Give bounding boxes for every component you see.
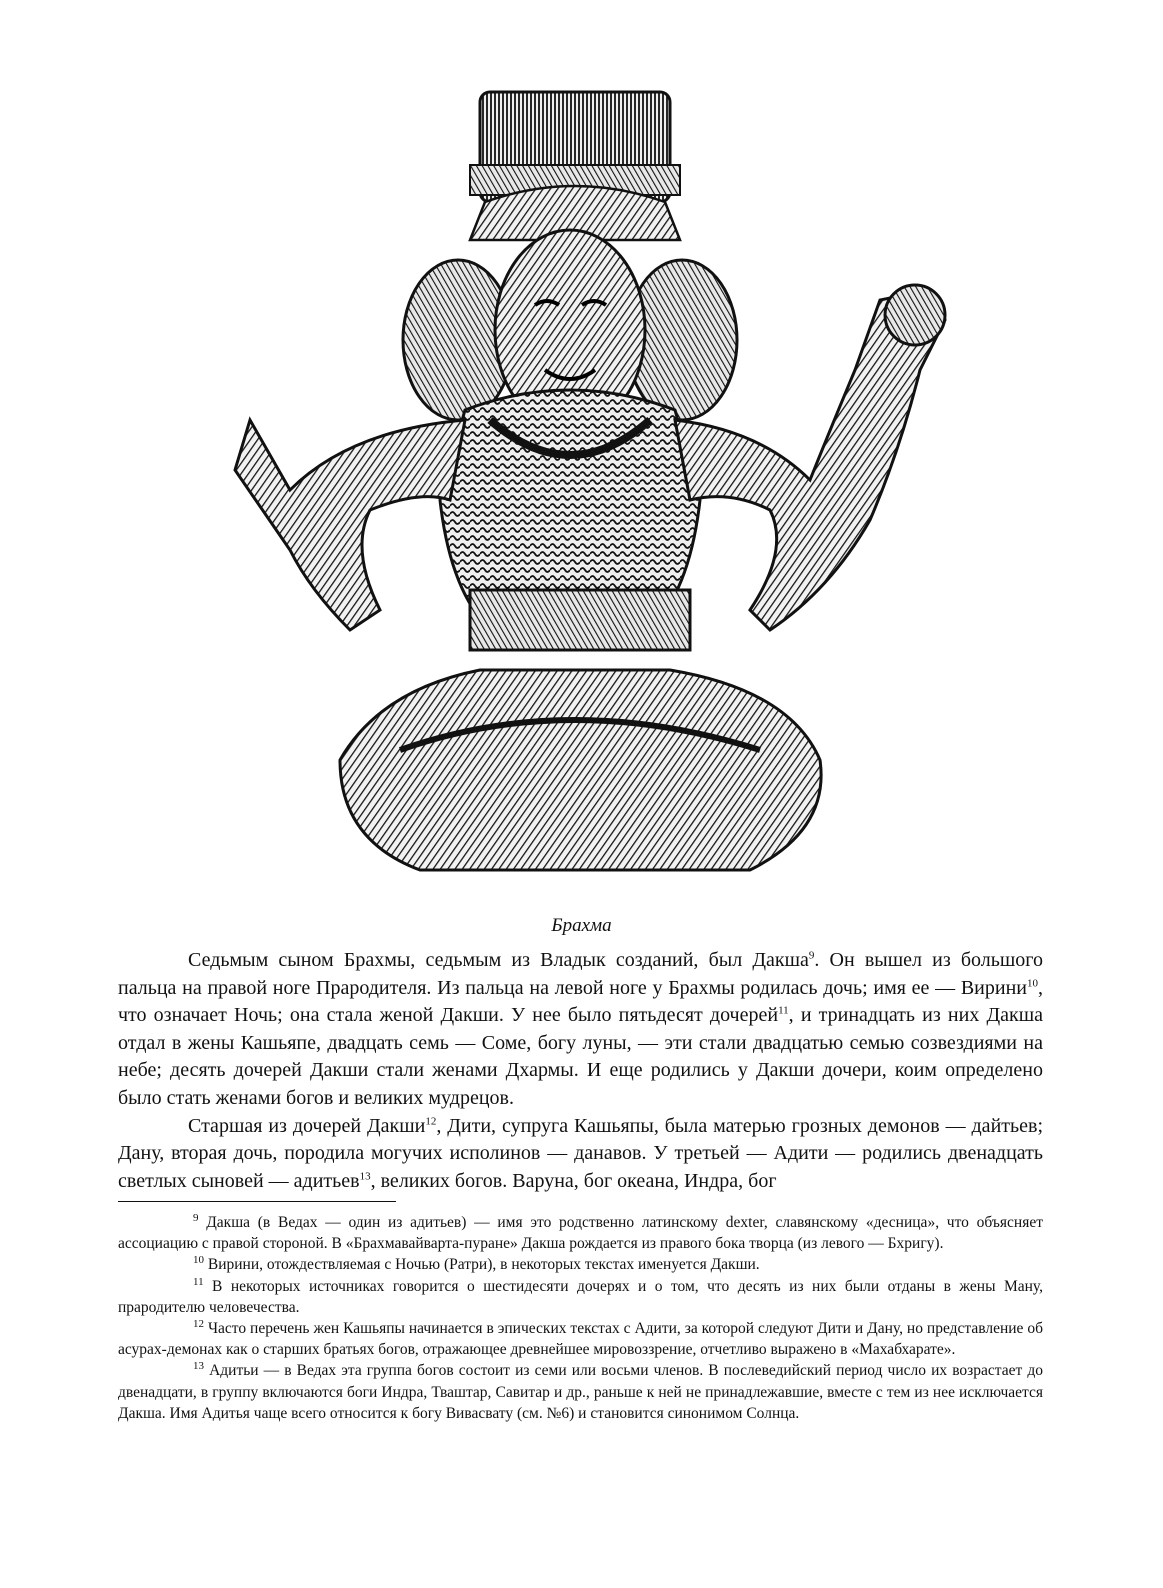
footnote-text: Часто перечень жен Кашьяпы начинается в эпических текстах с Адити, за которой следуют Дити и Дану, но представление об асурах-демонах как о старших братьях богов, отражающее древнейшее мировоззрение, отчетливо выражено в «Махабхарате». (118, 1320, 1044, 1359)
footnote-ref-12[interactable]: 12 (425, 1114, 437, 1127)
paragraph-1 (118, 947, 1043, 1113)
footnote-number: 11 (193, 1275, 204, 1288)
text-run: , что означает Ночь; она стала женой Дакши. У нее было пятьдесят дочерей (118, 976, 1043, 1027)
footnote-10 (118, 1254, 1043, 1275)
footnote-text: В некоторых источниках говорится о шестидесяти дочерях и о том, что десять из них были отданы в жены Ману, прародителю человечества. (118, 1277, 1043, 1316)
footnote-number: 10 (193, 1254, 204, 1267)
footnote-number: 12 (193, 1317, 204, 1330)
footnote-ref-13[interactable]: 13 (359, 1170, 371, 1183)
footnote-number: 13 (193, 1360, 204, 1373)
footnote-ref-11[interactable]: 11 (778, 1004, 789, 1017)
footnote-text: Вирини, отождествляемая с Ночью (Ратри), в некоторых текстах именуется Дакши. (207, 1256, 760, 1274)
footnote-text: Дакша (в Ведах — один из адитьев) — имя это родственно латинскому dexter, славянскому «десница», что объясняет ассоциацию с правой стороной. В «Брахмавайварта-пуране» Дакша рождается из правого бока творца (из левого — Бхригу). (118, 1214, 1043, 1253)
footnote-separator (118, 1201, 396, 1202)
body-text (118, 947, 1043, 1195)
footnote-12 (118, 1318, 1043, 1360)
footnote-ref-9[interactable]: 9 (808, 949, 815, 962)
text-run: , великих богов. Варуна, бог океана, Индра, бог (370, 1169, 777, 1192)
brahma-engraving-image (230, 70, 950, 910)
figure-caption: Брахма (551, 915, 612, 936)
text-run: , Дити, супруга Кашьяпы, была матерью грозных демонов — дайтьев; Дану, вторая дочь, породила могучих исполинов — данавов. У третьей — Адити — родились двенадцать светлых сыновей — адитьев (118, 1114, 1044, 1192)
footnotes (118, 1212, 1043, 1424)
text-run: Седьмым сыном Брахмы, седьмым из Владык созданий, был Дакша (188, 949, 809, 971)
footnote-number: 9 (193, 1211, 199, 1224)
text-run: Старшая из дочерей Дакши (188, 1114, 426, 1137)
brahma-illustration (230, 70, 950, 910)
text-run: . Он вышел из большого пальца на правой ноге Прародителя. Из пальца на левой ноге у Брахмы родилась дочь; имя ее — Вирини (118, 949, 1043, 999)
paragraph-2 (118, 1113, 1043, 1196)
footnote-ref-10[interactable]: 10 (1027, 976, 1038, 989)
text-run: , и тринадцать из них Дакша отдал в жены Кашьяпе, двадцать семь — Соме, богу луны, — эти стали двадцатью семью созвездиями на небе; десять дочерей Дакши стали женами Дхармы. И еще родились у Дакши дочери, коим определено было стать женами богов и великих мудрецов. (118, 1004, 1043, 1109)
footnote-9 (118, 1212, 1043, 1254)
footnote-13 (118, 1360, 1043, 1424)
footnote-11 (118, 1276, 1043, 1318)
footnote-text: Адитьи — в Ведах эта группа богов состоит из семи или восьми членов. В послеведийский период число их возрастает до двенадцати, в группу включаются боги Индра, Тваштар, Савитар и др., раньше к ней не принадлежавшие, вместе с тем из нее исключается Дакша. Имя Адитья чаще всего относится к богу Вивасвату (см. №6) и становится синонимом Солнца. (118, 1362, 1044, 1422)
